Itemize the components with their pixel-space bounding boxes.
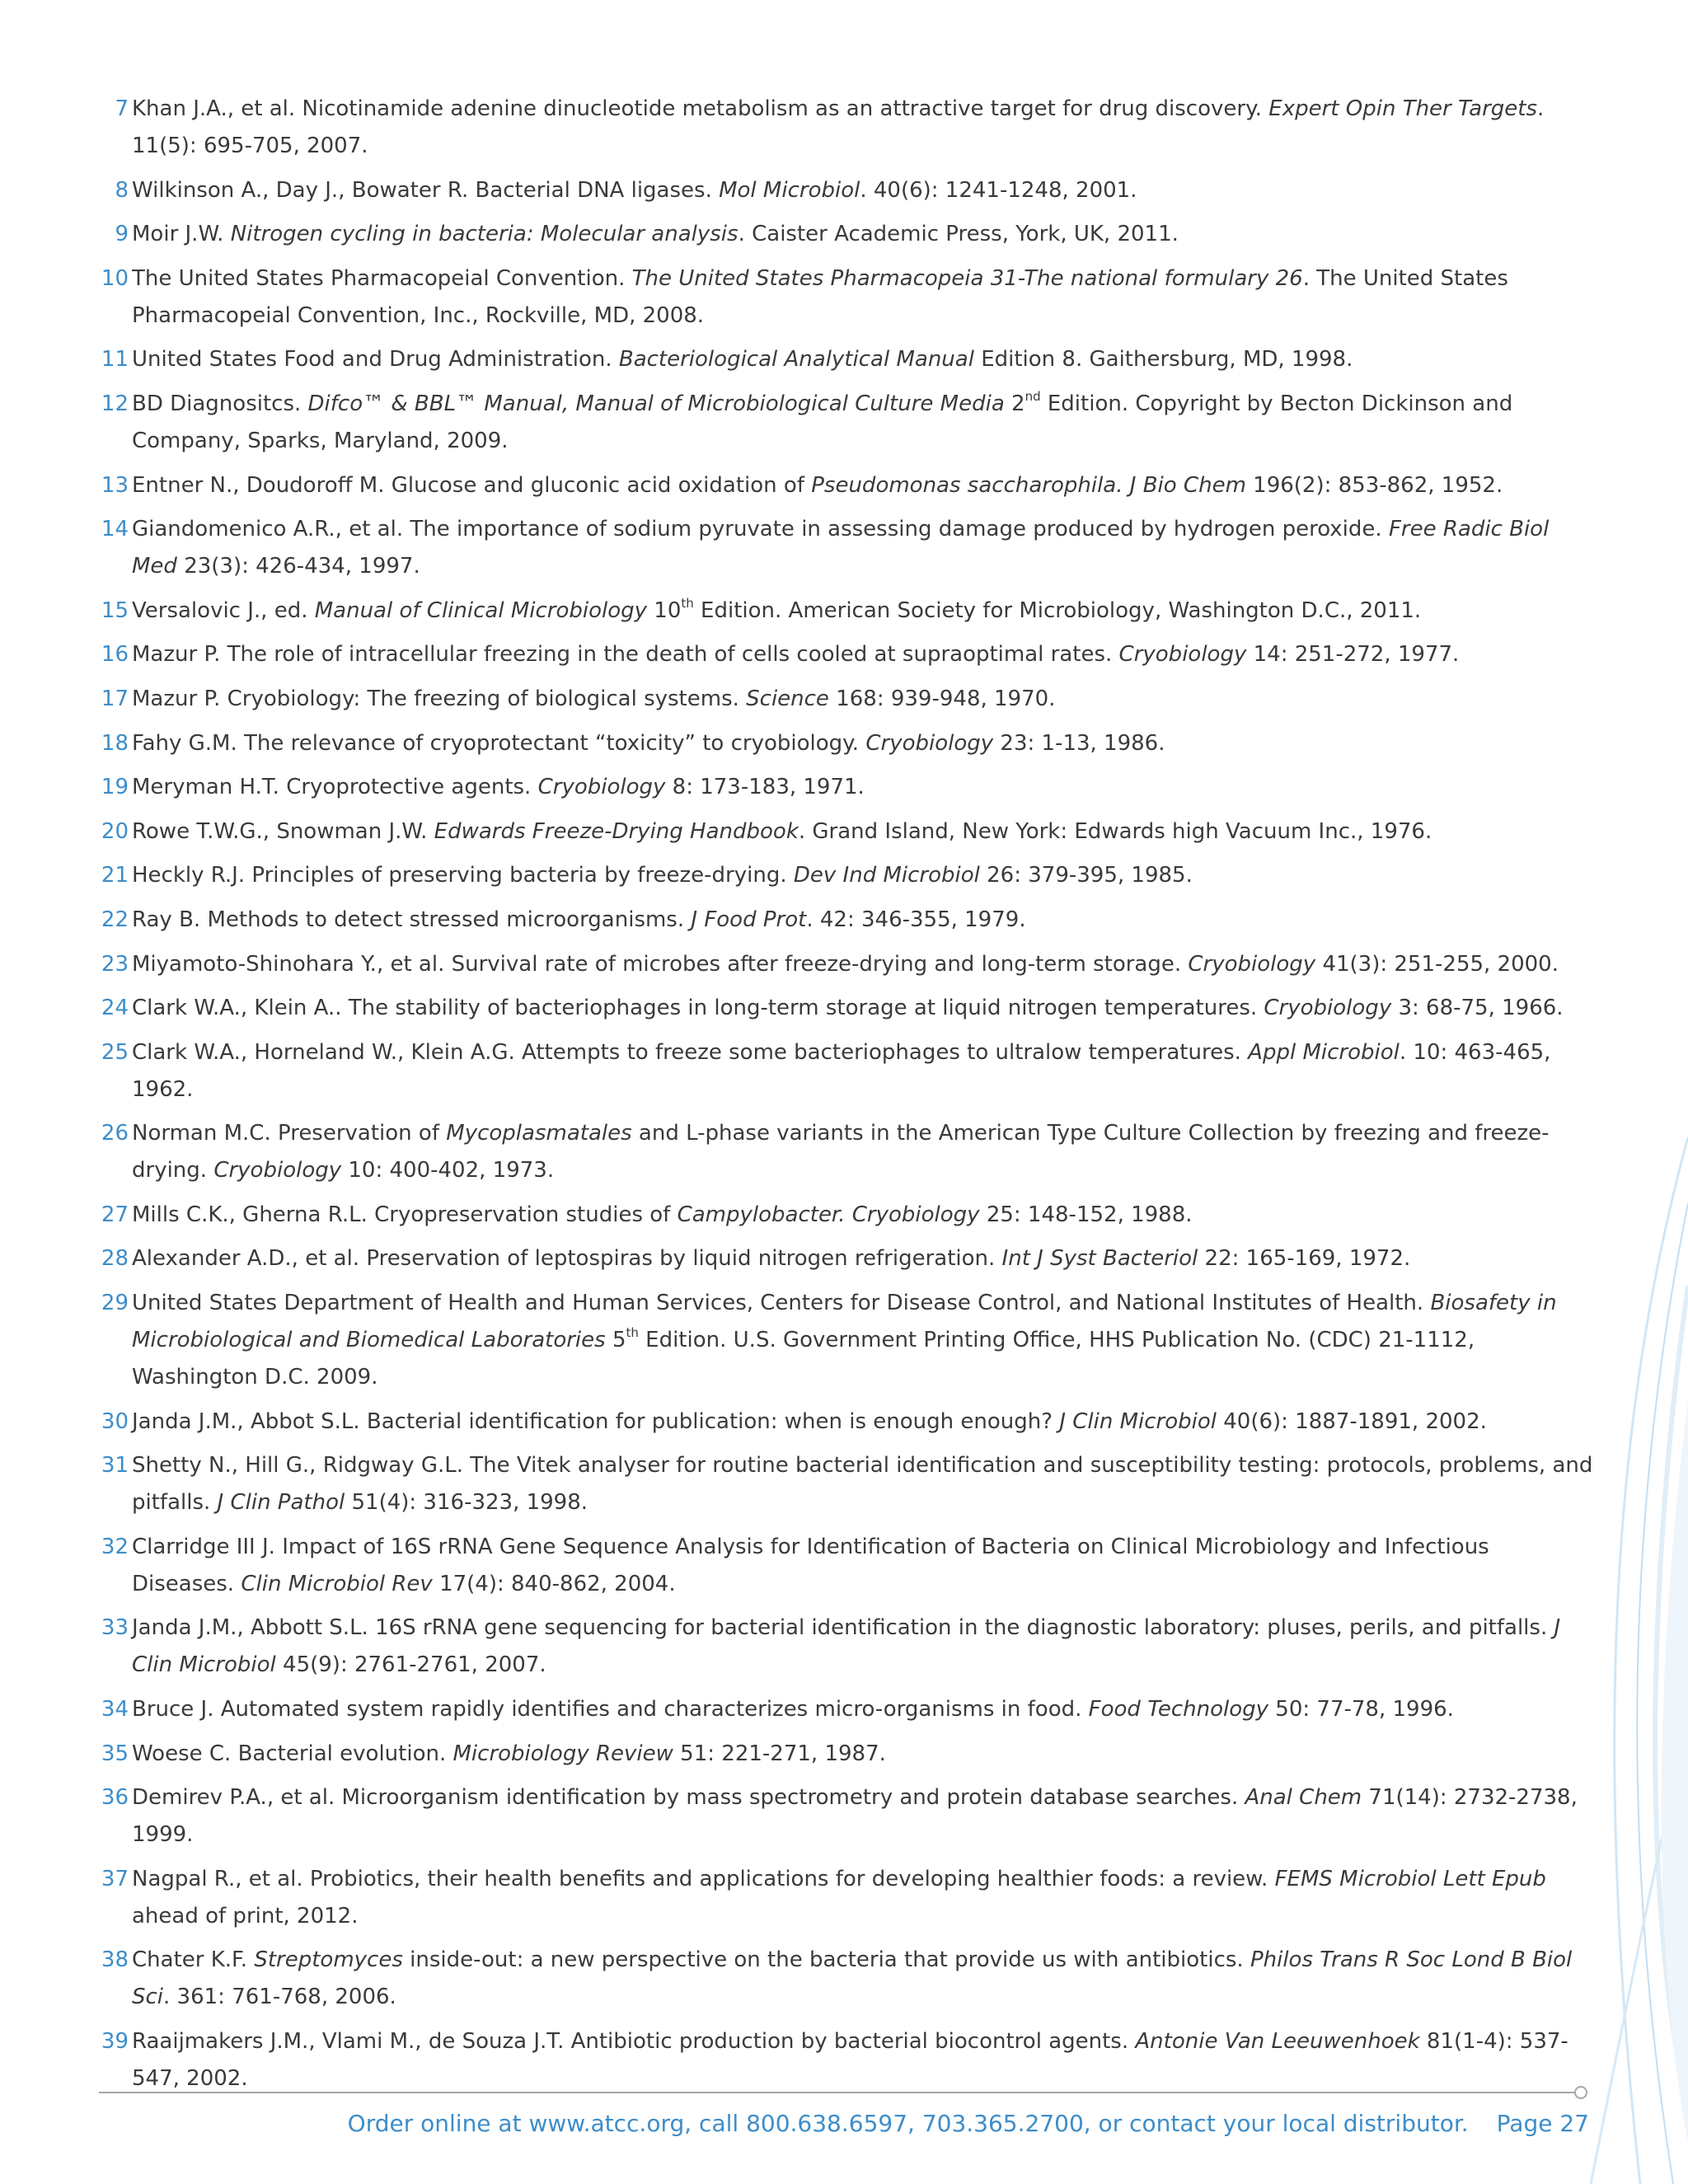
citation-text: Heckly R.J. Principles of preserving bacteria by freeze-drying. — [132, 863, 794, 888]
reference-item — [96, 467, 1596, 504]
reference-text — [132, 1867, 1546, 1929]
citation-text: Fahy G.M. The relevance of cryoprotectant “toxicity” to cryobiology. — [132, 730, 866, 756]
reference-item — [96, 341, 1596, 378]
reference-item — [96, 511, 1596, 585]
reference-item — [96, 1115, 1596, 1189]
citation-text: Demirev P.A., et al. Microorganism identification by mass spectrometry and protein database searches. — [132, 1785, 1245, 1811]
reference-number: 33 — [101, 1615, 129, 1641]
citation-text: Giandomenico A.R., et al. The importance of sodium pyruvate in assessing damage produced by hydrogen peroxide. — [132, 517, 1389, 542]
reference-number: 34 — [101, 1697, 129, 1722]
citation-text: 51(4): 316-323, 1998. — [345, 1490, 588, 1516]
reference-text — [132, 1409, 1487, 1434]
italic-title: Edwards Freeze-Drying Handbook — [434, 818, 799, 844]
italic-title: Cryobiology — [1188, 951, 1316, 977]
citation-text: Clark W.A., Klein A.. The stability of bacteriophages in long-term storage at liquid nitrogen temperatures. — [132, 996, 1264, 1021]
reference-item — [96, 1736, 1596, 1773]
reference-list — [96, 91, 1596, 2105]
citation-text: BD Diagnositcs. — [132, 391, 308, 416]
citation-text: . 40(6): 1241-1248, 2001. — [860, 177, 1137, 203]
reference-item — [96, 681, 1596, 718]
reference-item — [96, 1529, 1596, 1603]
citation-text: . Caister Academic Press, York, UK, 2011. — [738, 222, 1179, 247]
reference-item — [96, 990, 1596, 1027]
reference-item — [96, 1779, 1596, 1854]
reference-number: 16 — [101, 642, 129, 668]
citation-text: Edition. U.S. Government Printing Office, HHS Publication No. (CDC) 21-1112, Washington D.C. 2009. — [132, 1328, 1475, 1390]
italic-title: Philos Trans R Soc Lond B Biol Sci — [132, 1947, 1573, 2010]
reference-text — [132, 1202, 1193, 1227]
citation-text: 81(1-4): 537-547, 2002. — [132, 2029, 1568, 2091]
reference-item — [96, 1404, 1596, 1441]
citation-text: 3: 68-75, 1966. — [1391, 996, 1564, 1021]
reference-item — [96, 593, 1596, 630]
superscript-text: th — [626, 1325, 639, 1341]
reference-number: 17 — [101, 686, 129, 711]
italic-title: Anal Chem — [1245, 1785, 1362, 1811]
citation-text: 45(9): 2761-2761, 2007. — [275, 1652, 546, 1678]
reference-number: 28 — [101, 1246, 129, 1272]
reference-text — [132, 1697, 1454, 1722]
citation-text: . Grand Island, New York: Edwards high Vacuum Inc., 1976. — [798, 818, 1432, 844]
reference-number: 11 — [101, 347, 129, 373]
italic-title: Food Technology — [1088, 1697, 1269, 1722]
italic-title: Appl Microbiol — [1248, 1039, 1400, 1065]
citation-text: Clark W.A., Horneland W., Klein A.G. Attempts to freeze some bacteriophages to ultralow temperatures. — [132, 1039, 1249, 1065]
reference-text — [132, 96, 1544, 158]
italic-title: Dev Ind Microbiol — [793, 863, 980, 888]
reference-number: 23 — [101, 951, 129, 977]
reference-text — [132, 1453, 1592, 1515]
italic-title: Biosafety in Microbiological and Biomedical Laboratories — [132, 1291, 1557, 1353]
italic-title: Microbiology Review — [452, 1741, 673, 1766]
citation-text: Ray B. Methods to detect stressed microorganisms. — [132, 907, 692, 932]
reference-item — [96, 769, 1596, 806]
reference-text — [132, 1246, 1410, 1271]
citation-text: and L-phase variants in the American Type Culture Collection by freezing and freeze-drying. — [132, 1121, 1550, 1183]
reference-number: 10 — [101, 265, 129, 291]
reference-text — [132, 996, 1564, 1020]
citation-text: Edition. Copyright by Becton Dickinson and Company, Sparks, Maryland, 2009. — [132, 391, 1513, 453]
italic-title: J Clin Microbiol — [132, 1615, 1561, 1678]
reference-text — [132, 1947, 1572, 2009]
reference-item — [96, 216, 1596, 253]
citation-text: Khan J.A., et al. Nicotinamide adenine dinucleotide metabolism as an attractive target for drug discovery. — [132, 96, 1269, 121]
reference-text — [132, 731, 1165, 756]
reference-item — [96, 1034, 1596, 1108]
reference-text — [132, 775, 865, 799]
reference-item — [96, 2023, 1596, 2097]
italic-title: Cryobiology — [213, 1158, 342, 1183]
footer-order-text: Order online at www.atcc.org, call 800.638.6597, 703.365.2700, or contact your local distributor. — [347, 2110, 1469, 2137]
reference-number: 38 — [101, 1947, 129, 1973]
reference-text — [132, 1615, 1560, 1677]
reference-item — [96, 1285, 1596, 1396]
reference-text — [132, 1741, 886, 1766]
footer-divider — [99, 2092, 1578, 2093]
reference-number: 22 — [101, 907, 129, 932]
reference-text — [132, 642, 1459, 667]
italic-title: Cryobiology — [537, 775, 666, 800]
citation-text: 71(14): 2732-2738, 1999. — [132, 1785, 1578, 1848]
italic-title: Expert Opin Ther Targets — [1268, 96, 1538, 121]
reference-text — [132, 1121, 1550, 1183]
reference-text — [132, 178, 1137, 203]
citation-text: 8: 173-183, 1971. — [665, 775, 865, 800]
reference-text — [132, 473, 1503, 498]
reference-item — [96, 725, 1596, 762]
reference-text — [132, 266, 1508, 328]
page-number: Page 27 — [1496, 2110, 1589, 2137]
citation-text: 22: 165-169, 1972. — [1198, 1246, 1411, 1272]
citation-text: Wilkinson A., Day J., Bowater R. Bacterial DNA ligases. — [132, 177, 720, 203]
citation-text: Alexander A.D., et al. Preservation of leptospiras by liquid nitrogen refrigeration. — [132, 1246, 1002, 1272]
citation-text: Versalovic J., ed. — [132, 598, 315, 623]
citation-text: 196(2): 853-862, 1952. — [1245, 472, 1503, 498]
reference-text — [132, 517, 1549, 579]
italic-title: Cryobiology — [865, 730, 994, 756]
italic-title: J Clin Pathol — [217, 1490, 345, 1516]
italic-title: Campylobacter. Cryobiology — [677, 1202, 980, 1227]
citation-text: Rowe T.W.G., Snowman J.W. — [132, 818, 434, 844]
citation-text: 5 — [605, 1328, 626, 1353]
italic-title: FEMS Microbiol Lett Epub — [1274, 1866, 1546, 1891]
citation-text: Miyamoto-Shinohara Y., et al. Survival rate of microbes after freeze-drying and long-term storage. — [132, 951, 1189, 977]
citation-text: 2 — [1004, 391, 1025, 416]
footer — [348, 2110, 1589, 2137]
reference-number: 9 — [115, 222, 129, 247]
reference-number: 30 — [101, 1408, 129, 1434]
superscript-text: nd — [1025, 389, 1041, 405]
citation-text: ahead of print, 2012. — [132, 1903, 359, 1929]
italic-title: Streptomyces — [254, 1947, 403, 1973]
italic-title: Free Radic Biol Med — [132, 517, 1550, 579]
reference-number: 25 — [101, 1039, 129, 1065]
citation-text: Norman M.C. Preservation of — [132, 1121, 447, 1146]
citation-text: Janda J.M., Abbott S.L. 16S rRNA gene sequencing for bacterial identification in the diagnostic laboratory: pluses, perils, and pitfalls. — [132, 1615, 1554, 1641]
italic-title: Mol Microbiol — [719, 177, 860, 203]
citation-text: 23: 1-13, 1986. — [993, 730, 1165, 756]
italic-title: J Food Prot — [691, 907, 807, 932]
reference-item — [96, 172, 1596, 209]
italic-title: Difco™ & BBL™ Manual, Manual of Microbiological Culture Media — [307, 391, 1005, 416]
citation-text: 23(3): 426-434, 1997. — [176, 554, 420, 579]
citation-text: Clarridge III J. Impact of 16S rRNA Gene Sequence Analysis for Identification of Bacteria on Clinical Microbiology and Infectious Diseases. — [132, 1534, 1489, 1596]
citation-text: Mazur P. Cryobiology: The freezing of biological systems. — [132, 686, 747, 711]
citation-text: . 361: 761-768, 2006. — [163, 1985, 396, 2010]
reference-item — [96, 857, 1596, 894]
italic-title: Antonie Van Leeuwenhoek — [1135, 2029, 1420, 2054]
reference-item — [96, 813, 1596, 851]
reference-number: 32 — [101, 1534, 129, 1559]
reference-number: 39 — [101, 2029, 129, 2054]
citation-text: Edition 8. Gaithersburg, MD, 1998. — [973, 347, 1353, 373]
reference-item — [96, 1861, 1596, 1935]
reference-item — [96, 902, 1596, 939]
citation-text: Raaijmakers J.M., Vlami M., de Souza J.T. Antibiotic production by bacterial biocontrol agents. — [132, 2029, 1136, 2054]
reference-text — [132, 598, 1421, 623]
italic-title: Mycoplasmatales — [446, 1121, 632, 1146]
italic-title: Clin Microbiol Rev — [241, 1571, 433, 1596]
citation-text: 40(6): 1887-1891, 2002. — [1217, 1408, 1487, 1434]
citation-text: 25: 148-152, 1988. — [979, 1202, 1193, 1227]
citation-text: Chater K.F. — [132, 1947, 255, 1973]
citation-text: Meryman H.T. Cryoprotective agents. — [132, 775, 538, 800]
citation-text: . The United States Pharmacopeial Convention, Inc., Rockville, MD, 2008. — [132, 265, 1508, 328]
footer-divider-end-circle — [1574, 2086, 1587, 2099]
reference-item — [96, 946, 1596, 983]
reference-number: 19 — [101, 775, 129, 800]
reference-number: 26 — [101, 1121, 129, 1146]
italic-title: Science — [746, 686, 829, 711]
citation-text: Bruce J. Automated system rapidly identifies and characterizes micro-organisms in food. — [132, 1697, 1089, 1722]
reference-item — [96, 260, 1596, 335]
italic-title: The United States Pharmacopeia 31-The national formulary 26 — [631, 265, 1303, 291]
citation-text: United States Department of Health and Human Services, Centers for Disease Control, and National Institutes of Health. — [132, 1291, 1431, 1316]
citation-text: 41(3): 251-255, 2000. — [1315, 951, 1559, 977]
reference-number: 37 — [101, 1866, 129, 1891]
reference-number: 21 — [101, 863, 129, 888]
reference-text — [132, 1785, 1578, 1847]
reference-number: 20 — [101, 818, 129, 844]
italic-title: Manual of Clinical Microbiology — [314, 598, 648, 623]
reference-item — [96, 1447, 1596, 1521]
reference-number: 31 — [101, 1453, 129, 1479]
citation-text: Entner N., Doudoroff M. Glucose and gluconic acid oxidation of — [132, 472, 812, 498]
reference-number: 29 — [101, 1291, 129, 1316]
citation-text: 10: 400-402, 1973. — [341, 1158, 555, 1183]
reference-text — [132, 2029, 1568, 2091]
reference-number: 36 — [101, 1785, 129, 1811]
reference-text — [132, 222, 1179, 246]
citation-text: . 42: 346-355, 1979. — [806, 907, 1026, 932]
italic-title: Nitrogen cycling in bacteria: Molecular analysis — [230, 222, 738, 247]
reference-item — [96, 636, 1596, 673]
reference-text — [132, 687, 1055, 711]
reference-item — [96, 386, 1596, 460]
citation-text: Moir J.W. — [132, 222, 231, 247]
reference-item — [96, 1197, 1596, 1234]
reference-text — [132, 391, 1512, 453]
reference-text — [132, 952, 1559, 977]
reference-text — [132, 907, 1026, 932]
superscript-text: th — [681, 596, 694, 612]
reference-text — [132, 863, 1193, 888]
citation-text: 14: 251-272, 1977. — [1246, 642, 1460, 668]
citation-text: Mills C.K., Gherna R.L. Cryopreservation studies of — [132, 1202, 678, 1227]
reference-item — [96, 1240, 1596, 1277]
reference-number: 27 — [101, 1202, 129, 1227]
italic-title: Bacteriological Analytical Manual — [618, 347, 974, 373]
reference-item — [96, 1691, 1596, 1728]
citation-text: 26: 379-395, 1985. — [979, 863, 1193, 888]
reference-text — [132, 347, 1353, 372]
reference-number: 8 — [115, 177, 129, 203]
reference-number: 24 — [101, 996, 129, 1021]
reference-item — [96, 1610, 1596, 1684]
citation-text: 50: 77-78, 1996. — [1268, 1697, 1454, 1722]
citation-text: 10 — [647, 598, 682, 623]
reference-text — [132, 1535, 1489, 1596]
reference-item — [96, 91, 1596, 165]
reference-number: 13 — [101, 472, 129, 498]
citation-text: Shetty N., Hill G., Ridgway G.L. The Vitek analyser for routine bacterial identification and susceptibility testing: protocols, problems, and pitfalls. — [132, 1453, 1593, 1516]
reference-number: 15 — [101, 598, 129, 623]
reference-text — [132, 819, 1432, 844]
citation-text: Janda J.M., Abbot S.L. Bacterial identification for publication: when is enough enough? — [132, 1408, 1060, 1434]
citation-text: 168: 939-948, 1970. — [828, 686, 1056, 711]
citation-text: 17(4): 840-862, 2004. — [432, 1571, 676, 1596]
italic-title: J Clin Microbiol — [1059, 1408, 1217, 1434]
citation-text: inside-out: a new perspective on the bacteria that provide us with antibiotics. — [402, 1947, 1250, 1973]
reference-number: 35 — [101, 1741, 129, 1766]
citation-text: Nagpal R., et al. Probiotics, their health benefits and applications for developing healthier foods: a review. — [132, 1866, 1275, 1891]
citation-text: Woese C. Bacterial evolution. — [132, 1741, 453, 1766]
reference-text — [132, 1040, 1550, 1102]
citation-text: . 11(5): 695-705, 2007. — [132, 96, 1545, 158]
italic-title: Cryobiology — [1118, 642, 1247, 668]
reference-item — [96, 1942, 1596, 2016]
reference-number: 7 — [115, 96, 129, 121]
reference-number: 18 — [101, 730, 129, 756]
citation-text: The United States Pharmacopeial Convention. — [132, 265, 632, 291]
citation-text: Edition. American Society for Microbiology, Washington D.C., 2011. — [693, 598, 1422, 623]
citation-text: Mazur P. The role of intracellular freezing in the death of cells cooled at supraoptimal rates. — [132, 642, 1119, 668]
citation-text: . 10: 463-465, 1962. — [132, 1039, 1551, 1102]
italic-title: Pseudomonas saccharophila. J Bio Chem — [811, 472, 1246, 498]
reference-text — [132, 1291, 1557, 1390]
reference-number: 14 — [101, 517, 129, 542]
italic-title: Cryobiology — [1264, 996, 1392, 1021]
citation-text: 51: 221-271, 1987. — [673, 1741, 886, 1766]
italic-title: Int J Syst Bacteriol — [1001, 1246, 1198, 1272]
citation-text: United States Food and Drug Administration. — [132, 347, 619, 373]
reference-number: 12 — [101, 391, 129, 416]
